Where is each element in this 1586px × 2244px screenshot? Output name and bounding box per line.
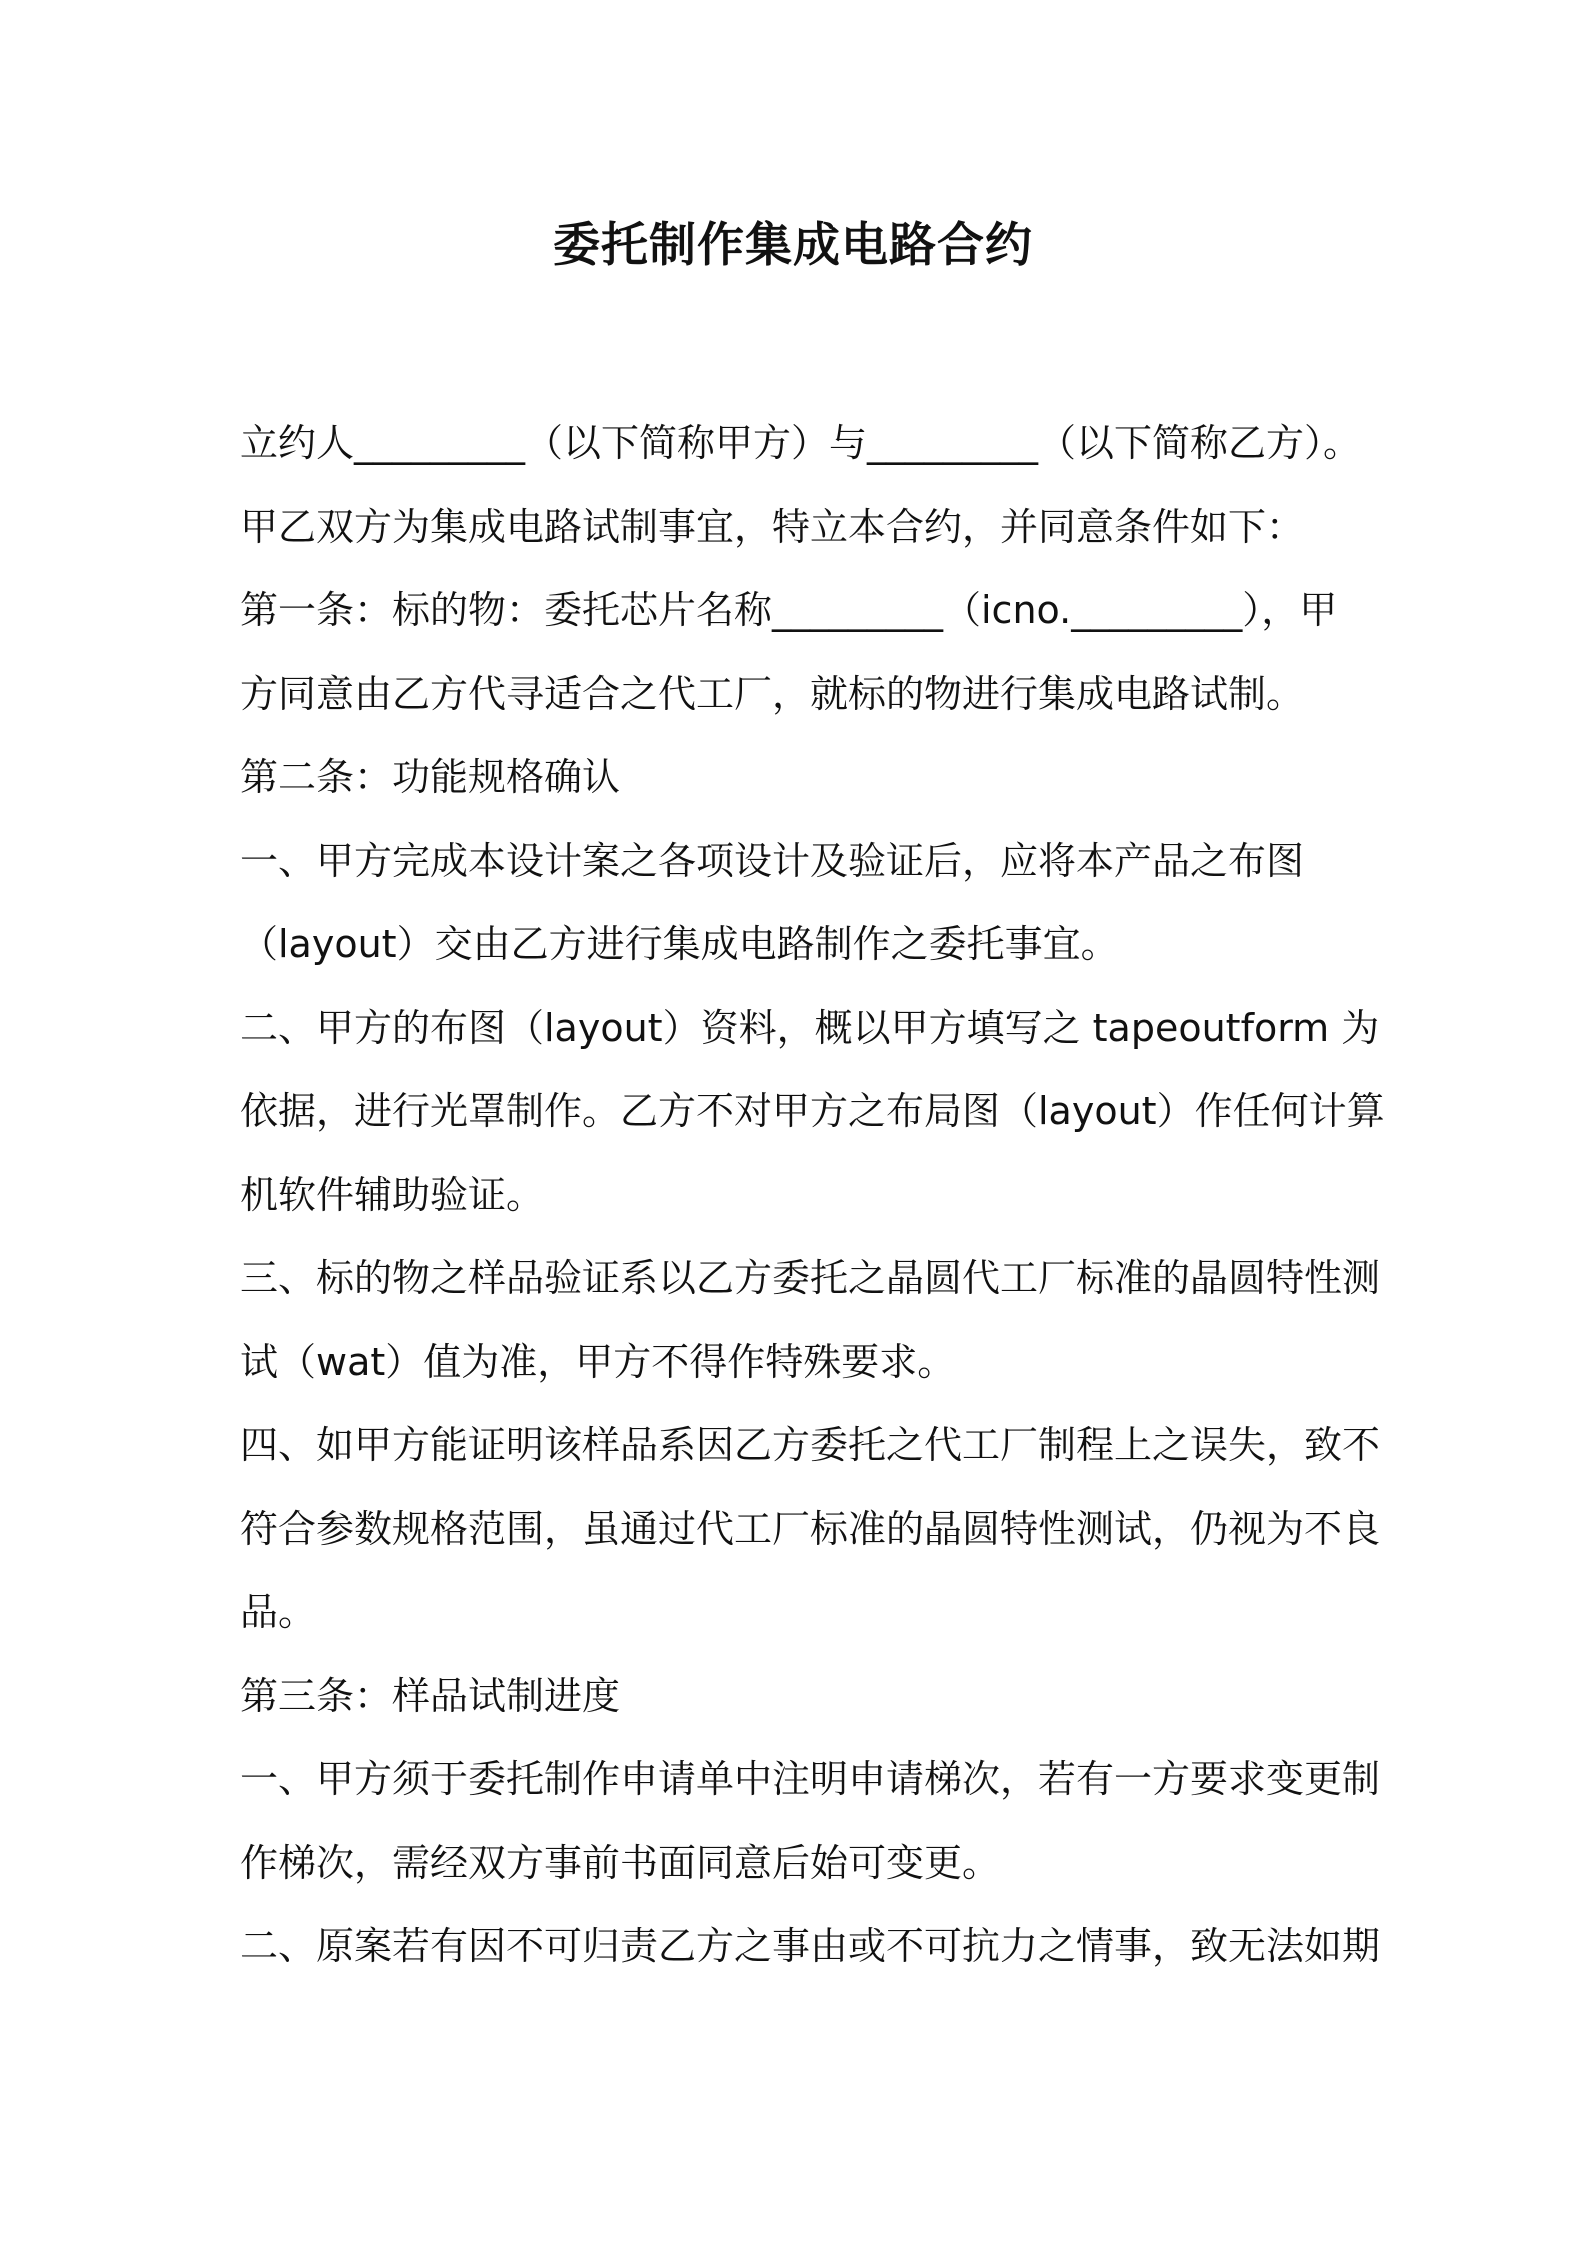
text-line: 四、如甲方能证明该样品系因乙方委托之代工厂制程上之误失，致不 — [240, 1423, 1381, 1467]
text-line: 符合参数规格范围，虽通过代工厂标准的晶圆特性测试，仍视为不良 — [240, 1506, 1381, 1551]
text-line: 作梯次，需经双方事前书面同意后始可变更。 — [240, 1840, 1001, 1885]
text-line: 二、原案若有因不可归责乙方之事由或不可抗力之情事，致无法如期 — [240, 1924, 1381, 1968]
text-line: 立约人_________（以下简称甲方）与_________（以下简称乙方）。 — [240, 421, 1362, 465]
text-line: 方同意由乙方代寻适合之代工厂，就标的物进行集成电路试制。 — [240, 671, 1305, 716]
section-heading: 第二条：功能规格确认 — [240, 755, 621, 799]
document-body — [240, 402, 1385, 1989]
section-heading: 第三条：样品试制进度 — [240, 1673, 621, 1718]
text-line: 一、甲方完成本设计案之各项设计及验证后，应将本产品之布图 — [240, 838, 1305, 883]
text-line: 依据，进行光罩制作。乙方不对甲方之布局图（layout）作任何计算 — [240, 1089, 1385, 1133]
text-line: 甲乙双方为集成电路试制事宜，特立本合约，并同意条件如下： — [240, 504, 1305, 549]
text-line: 机软件辅助验证。 — [240, 1172, 545, 1217]
text-line: （layout）交由乙方进行集成电路制作之委托事宜。 — [240, 922, 1119, 966]
text-line: 二、甲方的布图（layout）资料，概以甲方填写之 tapeoutform 为 — [240, 1005, 1380, 1050]
text-line: 品。 — [240, 1590, 317, 1634]
document-title: 委托制作集成电路合约 — [553, 218, 1033, 273]
text-line: 三、标的物之样品验证系以乙方委托之晶圆代工厂标准的晶圆特性测 — [240, 1256, 1381, 1300]
text-line: 一、甲方须于委托制作申请单中注明申请梯次，若有一方要求变更制 — [240, 1757, 1381, 1801]
text-line: 试（wat）值为准，甲方不得作特殊要求。 — [240, 1339, 956, 1384]
text-line: 第一条：标的物：委托芯片名称_________（icno._________），甲 — [240, 588, 1338, 632]
